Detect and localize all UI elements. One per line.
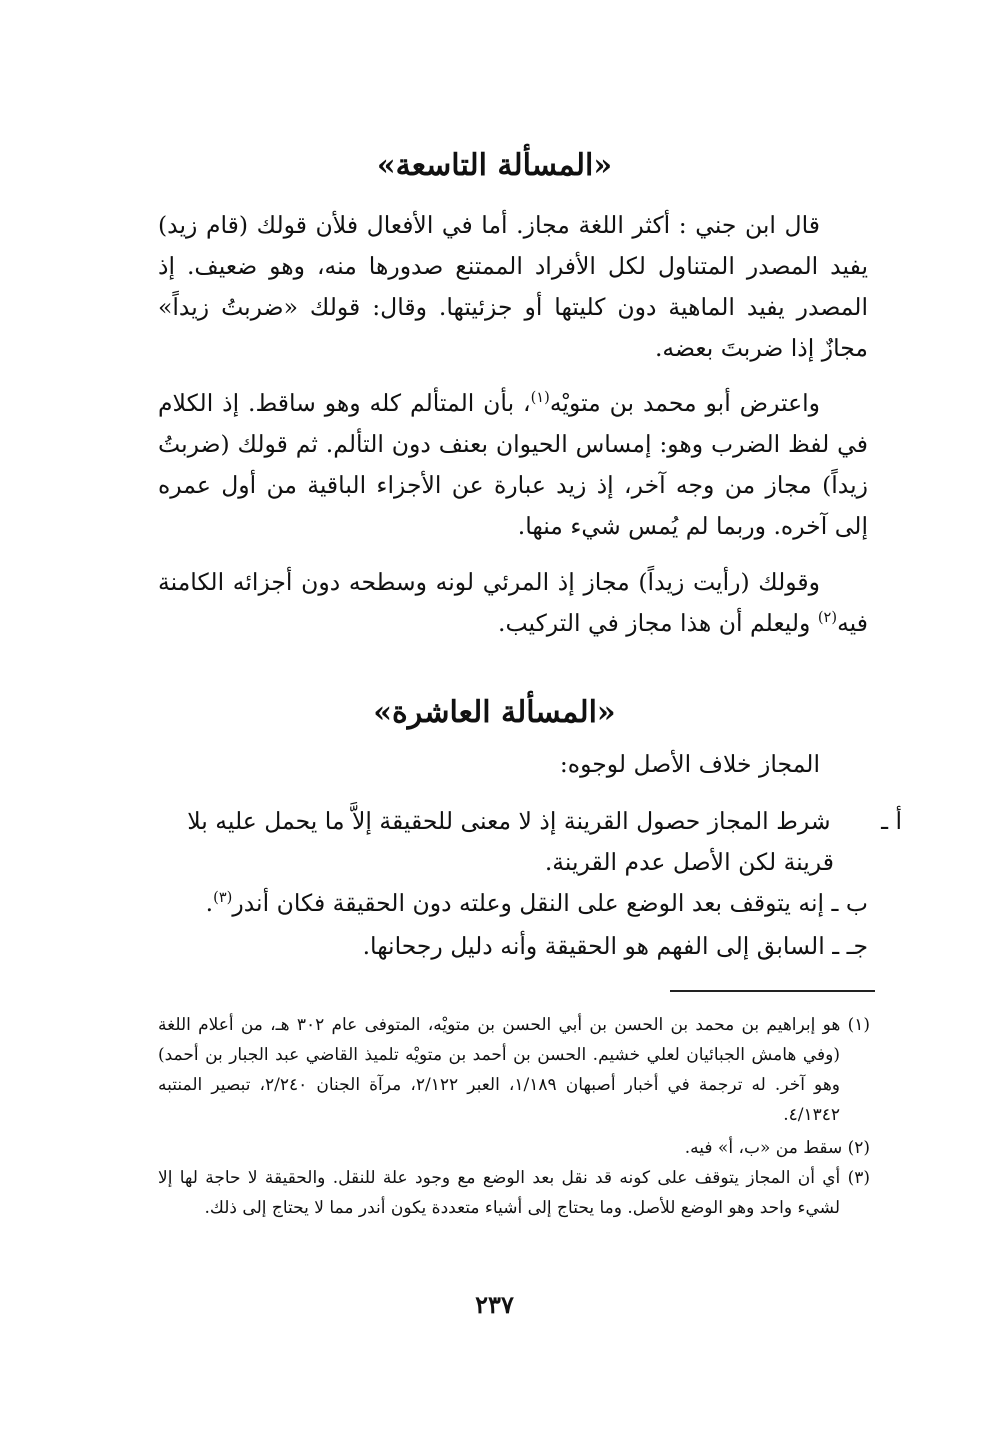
section-heading-ninth: «المسألة التاسعة» [376, 148, 613, 183]
list-text-b-tail: . [205, 889, 214, 917]
paragraph-objection-text-2: ، بأن المتألم كله وهو ساقط. إذ الكلام في لفظ الضرب وهو: إمساس الحيوان بعنف دون التألم. ثم قولك (ضربتُ زيداً) مجاز من وجه آخر، إذ زيد عبارة عن الأجزاء الباقية من أول عمره إلى آخره. وربما لم يُمس شيء منها. [158, 389, 868, 540]
list-marker-c: جـ ـ [832, 932, 868, 960]
list-item-c [158, 926, 868, 967]
section-heading-tenth: «المسألة العاشرة» [373, 695, 616, 730]
footnote-2: (٢) سقط من «ب، أ» فيه. [684, 1138, 870, 1158]
list-item-a [158, 801, 902, 883]
paragraph-seeing-text-2: وليعلم أن هذا مجاز في التركيب. [497, 609, 818, 637]
list-marker-a: أ ـ [881, 807, 902, 835]
paragraph-seeing [158, 562, 868, 644]
footnote-ref-2[interactable]: (٢) [817, 609, 838, 627]
list-text-b: إنه يتوقف بعد الوضع على النقل وعلته دون الحقيقة فكان أندر [232, 889, 825, 917]
section-intro: المجاز خلاف الأصل لوجوه: [559, 750, 820, 778]
paragraph-seeing-text-1: وقولك (رأيت زيداً) مجاز إذ المرئي لونه وسطحه دون أجزائه الكامنة فيه [158, 568, 868, 637]
paragraph-ibn-jinni: قال ابن جني : أكثر اللغة مجاز. أما في الأفعال فلأن قولك (قام زيد) يفيد المصدر المتناول لكل الأفراد الممتنع صدورها منه، وهو ضعيف. إذ المصدر يفيد الماهية دون كليتها أو جزئيتها. وقال: قولك «ضربتُ زيداً» مجازٌ إذا ضربتَ بعضه. [158, 211, 868, 362]
footnote-divider [670, 990, 875, 992]
footnote-3: (٣) أي أن المجاز يتوقف على كونه قد نقل بعد الوضع مع وجود علة للنقل. والحقيقة لا حاجة لها إلا لشيء واحد وهو الوضع للأصل. وما يحتاج إلى أشياء متعددة يكون أندر مما لا يحتاج إلى ذلك. [158, 1168, 870, 1218]
paragraph-objection [158, 383, 868, 547]
paragraph-objection-text-1: واعترض أبو محمد بن متويْه [549, 389, 820, 417]
list-text-a: شرط المجاز حصول القرينة إذ لا معنى للحقيقة إلاَّ ما يحمل عليه بلا قرينة لكن الأصل عدم القرينة. [187, 807, 834, 876]
list-marker-b: ب ـ [831, 889, 868, 917]
list-item-b [158, 883, 868, 924]
footnote-ref-1[interactable]: (١) [530, 389, 550, 407]
page-number: ٢٣٧ [475, 1290, 514, 1319]
footnote-1: (١) هو إبراهيم بن محمد بن الحسن بن أبي الحسن بن متويْه، المتوفى عام ٣٠٢ هـ، من أعلام اللغة (وفي هامش الجبائيان لعلي خشيم. الحسن بن أحمد بن متويْه تلميذ القاضي عبد الجبار بن أحمد) وهو آخر. له ترجمة في أخبار أصبهان ١/١٨٩، العبر ٢/١٢٢، مرآة الجنان ٢/٢٤٠، تبصير المنتبه ٤/١٣٤٢. [158, 1015, 870, 1125]
list-text-c: السابق إلى الفهم هو الحقيقة وأنه دليل رجحانها. [362, 932, 825, 960]
footnote-ref-3[interactable]: (٣) [213, 889, 233, 907]
